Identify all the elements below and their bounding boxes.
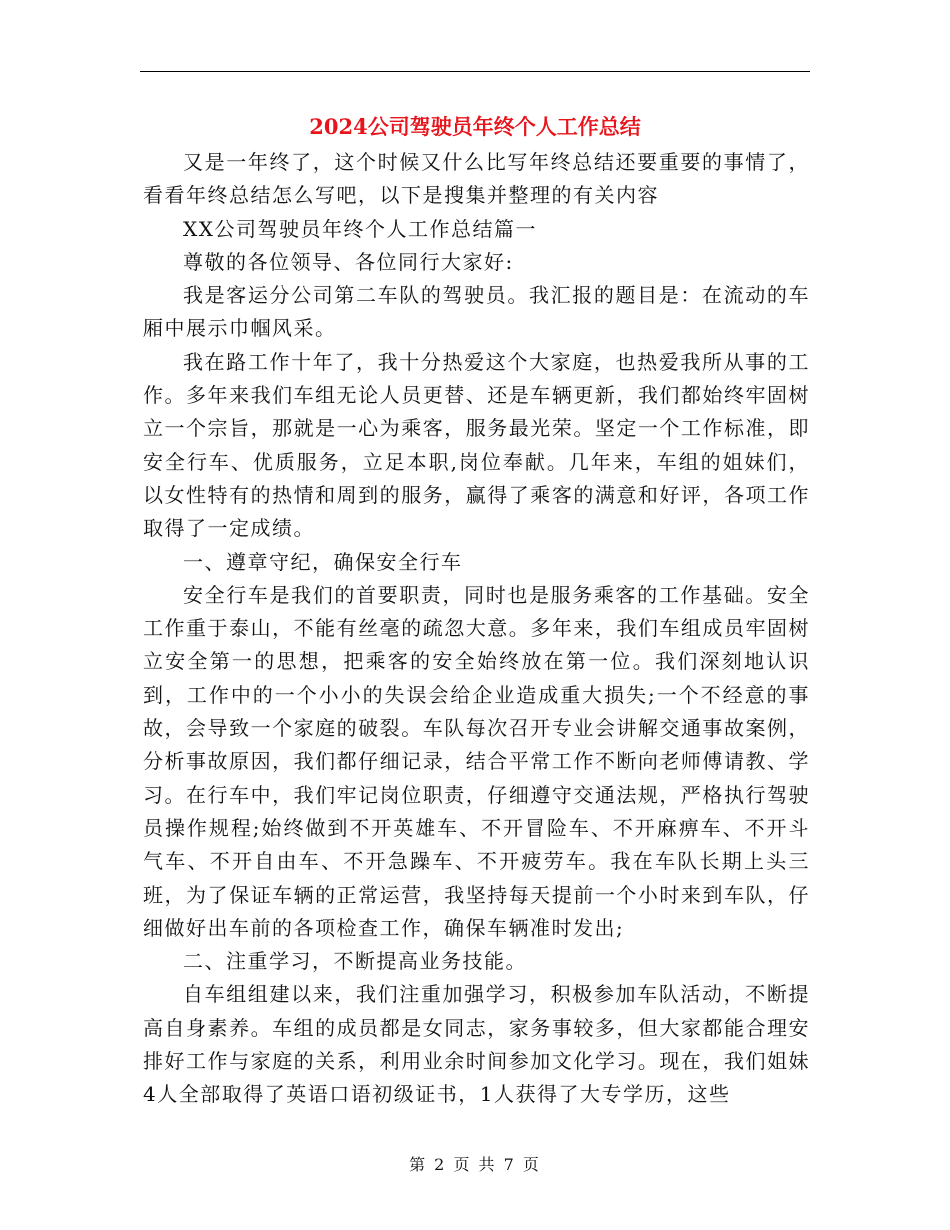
header-rule (140, 71, 810, 72)
section-heading: XX公司驾驶员年终个人工作总结篇一 (183, 216, 537, 241)
intro-paragraph: 又是一年终了，这个时候又什么比写年终总结还要重要的事情了，看看年终总结怎么写吧，以下是搜集并整理的有关内容 (143, 150, 810, 208)
body-paragraph: 我是客运分公司第二车队的驾驶员。我汇报的题目是：在流动的车厢中展示巾帼风采。 (143, 283, 810, 341)
body-paragraph: 自车组组建以来，我们注重加强学习，积极参加车队活动，不断提高自身素养。车组的成员都是女同志，家务事较多，但大家都能合理安排好工作与家庭的关系，利用业余时间参加文化学习。现在，我们姐妹4人全部取得了英语口语初级证书，1人获得了大专学历，这些 (143, 982, 810, 1107)
greeting-paragraph: 尊敬的各位领导、各位同行大家好: (183, 249, 514, 274)
document-body (143, 146, 810, 1112)
document-title: 2024公司驾驶员年终个人工作总结 (309, 114, 641, 139)
subheading: 一、遵章守纪，确保安全行车 (183, 549, 463, 574)
body-paragraph: 安全行车是我们的首要职责，同时也是服务乘客的工作基础。安全工作重于泰山，不能有丝毫的疏忽大意。多年来，我们车组成员牢固树立安全第一的思想，把乘客的安全始终放在第一位。我们深刻地认识到，工作中的一个小小的失误会给企业造成重大损失;一个不经意的事故，会导致一个家庭的破裂。车队每次召开专业会讲解交通事故案例，分析事故原因，我们都仔细记录，结合平常工作不断向老师傅请教、学习。在行车中，我们牢记岗位职责，仔细遵守交通法规，严格执行驾驶员操作规程;始终做到不开英雄车、不开冒险车、不开麻痹车、不开斗气车、不开自由车、不开急躁车、不开疲劳车。我在车队长期上头三班，为了保证车辆的正常运营，我坚持每天提前一个小时来到车队，仔细做好出车前的各项检查工作，确保车辆准时发出; (143, 582, 810, 940)
subheading: 二、注重学习，不断提高业务技能。 (183, 949, 527, 974)
body-paragraph: 我在路工作十年了，我十分热爱这个大家庭，也热爱我所从事的工作。多年来我们车组无论人员更替、还是车辆更新，我们都始终牢固树立一个宗旨，那就是一心为乘客，服务最光荣。坚定一个工作标准，即安全行车、优质服务，立足本职,岗位奉献。几年来，车组的姐妹们，以女性特有的热情和周到的服务，赢得了乘客的满意和好评，各项工作取得了一定成绩。 (143, 349, 810, 541)
page-number: 第 2 页 共 7 页 (409, 1155, 541, 1174)
